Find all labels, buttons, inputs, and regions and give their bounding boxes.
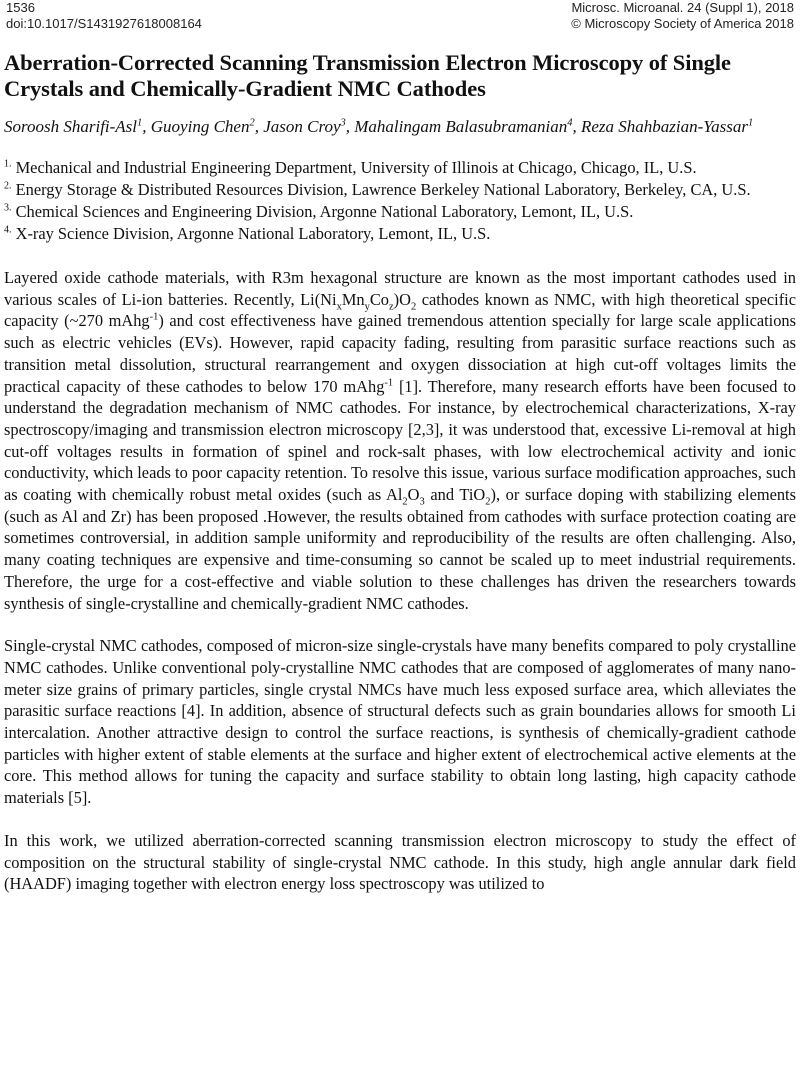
text-run: )O [393, 289, 411, 309]
text-run: ) and cost effectiveness have gained tremendous attention specially for large scale applications such as electric vehicles (EVs). However, rapid capacity fading, resulting from parasitic surface reactions such as transition metal dissolution, structural rearrangement and oxygen dissociation at high cut-off voltages limits the practical capacity of these cathodes to below 170 mAhg [4, 311, 796, 396]
doi-link[interactable]: doi:10.1017/S1431927618008164 [6, 16, 202, 31]
text-run: and TiO [424, 485, 486, 505]
author-affiliation-mark: 4 [567, 117, 573, 129]
author-name: Jason Croy [263, 117, 341, 136]
subscript: 3 [419, 496, 425, 508]
affiliation-number: 3. [4, 202, 12, 214]
affiliation-item [4, 157, 796, 179]
header-row-2 [6, 16, 794, 32]
affiliation-text: Energy Storage & Distributed Resources Division, Lawrence Berkeley National Laboratory, Berkeley, CA, U.S. [15, 180, 751, 199]
superscript: -1 [384, 377, 394, 389]
author-affiliation-mark: 1 [137, 117, 143, 129]
affiliation-item [4, 201, 796, 223]
text-run: cathodes known as NMC, with high theoretical specific capacity (~270 mAhg [4, 289, 796, 331]
article-title: Aberration-Corrected Scanning Transmission Electron Microscopy of Single Crystals and Chemically-Gradient NMC Cathodes [4, 50, 731, 101]
subscript: 2 [485, 496, 491, 508]
affiliation-text: Chemical Sciences and Engineering Division, Argonne National Laboratory, Lemont, IL, U.S. [15, 202, 634, 221]
paragraph-this-work: In this work, we utilized aberration-corrected scanning transmission electron microscopy to study the effect of composition on the structural stability of single-crystal NMC cathode. In this study, high angle annular dark field (HAADF) imaging together with electron energy loss spectroscopy was utilized to [4, 830, 796, 894]
journal-citation: Microsc. Microanal. 24 (Suppl 1), 2018 [571, 0, 794, 15]
author-name: Guoying Chen [150, 117, 250, 136]
author-affiliation-mark: 2 [249, 117, 255, 129]
affiliation-item [4, 223, 796, 245]
header-row-1 [6, 0, 794, 16]
affiliation-text: X-ray Science Division, Argonne National Laboratory, Lemont, IL, U.S. [15, 224, 491, 243]
text-run: ), or surface doping with stabilizing elements (such as Al and Zr) has been proposed .However, the results obtained from cathodes with surface protection coating are sometimes controversial, in addition sample uniformity and reproducibility of the results are often challenging. Also, many coating techniques are expensive and time-consuming so cannot be scaled up to meet industrial requirements. Therefore, the urge for a cost-effective and viable solution to these challenges has driven the researchers towards synthesis of single-crystalline and chemically-gradient NMC cathodes. [4, 485, 796, 613]
author-list: Soroosh Sharifi-Asl$^1$, Guoying Chen$^2$, Jason Croy$^3$, Mahalingam Balasubramanian$^4$, Reza Shahbazian-Yassar$^1$ [4, 117, 754, 136]
text-run: Mn [341, 289, 365, 309]
affiliation-text: Mechanical and Industrial Engineering Department, University of Illinois at Chicago, Chicago, IL, U.S. [15, 158, 697, 177]
text-run: O [407, 485, 420, 505]
affiliation-number: 2. [4, 180, 12, 192]
affiliation-number: 1. [4, 158, 12, 170]
page-number: 1536 [6, 0, 35, 15]
author-name: Mahalingam Balasubramanian [354, 117, 568, 136]
subscript: 2 [402, 496, 408, 508]
text-run: Layered oxide cathode materials, with R3m hexagonal structure are known as the most important cathodes used in various scales of Li-ion batteries. Recently, Li(Ni [4, 268, 796, 309]
subscript: 2 [410, 300, 417, 312]
subscript: z [389, 300, 394, 312]
affiliation-item [4, 179, 796, 201]
author-affiliation-mark: 1 [748, 117, 754, 129]
author-name: Reza Shahbazian-Yassar [580, 117, 749, 136]
subscript: y [364, 300, 370, 312]
superscript: -1 [149, 311, 159, 323]
paragraph-single-crystal: Single-crystal NMC cathodes, composed of micron-size single-crystals have many benefits compared to poly crystalline NMC cathodes. Unlike conventional poly-crystalline NMC cathodes that are composed of agglomerates of many nano-meter size grains of primary particles, single crystal NMCs have much less exposed surface area, which alleviates the parasitic surface reactions [4]. In addition, absence of structural defects such as grain boundaries allows for smooth Li intercalation. Another attractive design to control the surface reactions, is synthesis of chemically-gradient cathode particles with higher extent of stable elements at the surface and higher extent of electrochemical active elements at the core. This method allows for tuning the capacity and surface stability to obtain long lasting, high capacity cathode materials [5]. [4, 636, 796, 808]
subscript: x [336, 300, 342, 312]
text-run: Co [369, 289, 389, 309]
author-name: Soroosh Sharifi-Asl [4, 117, 138, 136]
author-affiliation-mark: 3 [340, 117, 346, 129]
affiliation-number: 4. [4, 224, 12, 236]
affiliation-list [4, 157, 796, 245]
article-body [4, 50, 796, 895]
text-run: [1]. Therefore, many research efforts have been focused to understand the degradation mechanism of NMC cathodes. For instance, by electrochemical characterizations, X-ray spectroscopy/imaging and transmission electron microscopy [2,3], it was understood that, excessive Li-removal at high cut-off voltages results in formation of spinel and rock-salt phases, with low electrochemical activity and ionic conductivity, which leads to poor capacity retention. To resolve this issue, various surface modification approaches, such as coating with chemically robust metal oxides (such as Al [4, 376, 796, 505]
copyright-notice: © Microscopy Society of America 2018 [571, 16, 794, 31]
page-header [6, 0, 794, 32]
paragraph-intro [4, 267, 796, 614]
